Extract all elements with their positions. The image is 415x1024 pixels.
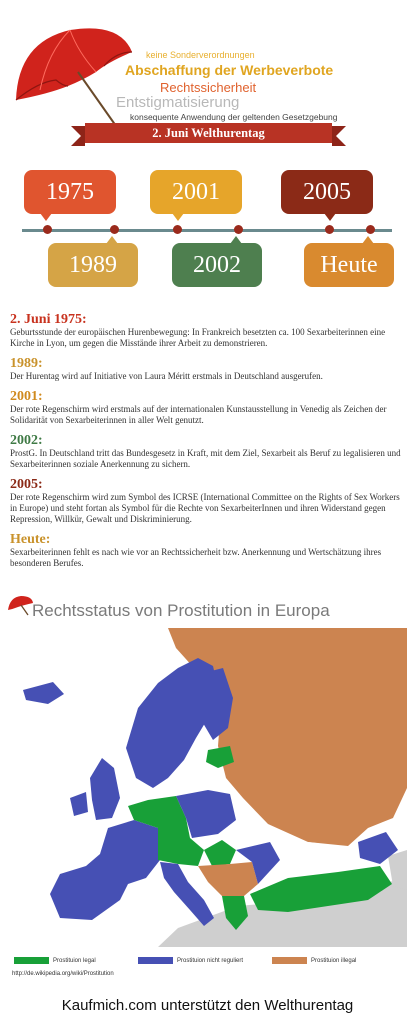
timeline-2001: 2001 <box>150 170 242 214</box>
map-region-unregulated <box>70 792 88 816</box>
event-text: Der Hurentag wird auf Initiative von Laura Méritt erstmals in Deutschland ausgerufen. <box>10 371 323 381</box>
event-year: 2. Juni 1975: <box>10 312 87 327</box>
map-region-unregulated <box>23 682 64 704</box>
legend-legal <box>14 957 96 964</box>
timeline-dot <box>325 225 334 234</box>
map-region-unregulated <box>90 758 120 820</box>
timeline-pointer <box>40 213 52 221</box>
legend-swatch-illegal <box>272 957 307 964</box>
map-region-unregulated <box>50 820 160 920</box>
timeline-dot <box>234 225 243 234</box>
legend-swatch-legal <box>14 957 49 964</box>
map-sea <box>278 842 344 868</box>
event-item <box>10 356 408 382</box>
umbrella-icon <box>8 22 138 132</box>
timeline-pointer <box>172 213 184 221</box>
legend-label-legal: Prostituion legal <box>53 958 96 965</box>
event-list <box>10 312 408 576</box>
event-year: 2002: <box>10 433 43 448</box>
legend-label-illegal: Prostituion illegal <box>311 958 357 965</box>
timeline-dot <box>43 225 52 234</box>
event-year: 2001: <box>10 389 43 404</box>
europe-map <box>8 628 407 947</box>
timeline-2002: 2002 <box>172 243 262 287</box>
slogan-rechtssicherheit: Rechtssicherheit <box>160 80 257 95</box>
slogan-entstigmatisierung: Entstigmatisierung <box>116 94 240 111</box>
event-item <box>10 312 408 349</box>
timeline-1975: 1975 <box>24 170 116 214</box>
event-text: Der rote Regenschirm wird erstmals auf der internationalen Kunstausstellung in Venedig als Zeichen der Solidarität von Sexarbeiterinnen in aller Welt genutzt. <box>10 404 387 425</box>
source-link[interactable]: http://de.wikipedia.org/wiki/Prostitution <box>12 971 114 977</box>
event-year: 1989: <box>10 356 43 371</box>
legend-illegal <box>272 957 356 964</box>
timeline-pointer <box>324 213 336 221</box>
slogan-gesetzgebung: konsequente Anwendung der geltenden Gesetzgebung <box>130 112 338 122</box>
timeline-axis <box>22 229 392 232</box>
small-umbrella-icon <box>6 594 34 616</box>
legend-swatch-unregulated <box>138 957 173 964</box>
event-item <box>10 532 408 569</box>
event-item <box>10 477 408 525</box>
timeline-2005: 2005 <box>281 170 373 214</box>
event-text: Geburtsstunde der europäischen Hurenbewegung: In Frankreich besetzten ca. 100 Sexarbeiterinnen eine Kirche in Lyon, um gegen die Misstände ihrer Arbeit zu demonstrieren. <box>10 327 386 348</box>
event-year: 2005: <box>10 477 43 492</box>
event-item <box>10 433 408 470</box>
event-year: Heute: <box>10 532 51 547</box>
slogan-sonderverordnungen: keine Sonderverordnungen <box>146 50 255 60</box>
footer-text: Kaufmich.com unterstützt den Welthurentag <box>61 997 354 1014</box>
timeline-heute: Heute <box>304 243 394 287</box>
map-region-illegal <box>198 862 258 896</box>
slogan-werbeverbote: Abschaffung der Werbeverbote <box>125 62 334 78</box>
event-text: Sexarbeiterinnen fehlt es nach wie vor an Rechtssicherheit bzw. Anerkennung und Wertschätzung ihres besonderen Berufes. <box>10 547 382 568</box>
timeline-dot <box>110 225 119 234</box>
map-region-legal <box>204 840 236 866</box>
event-text: Der rote Regenschirm wird zum Symbol des ICRSE (International Committee on the Rights of Sex Workers in Europe) und steht fortan als Symbol für die Rechte von SexarbeiterInnen und ihren Widerstand gegen Repression, Willkür, Gewalt und Diskriminierung. <box>10 492 400 524</box>
map-title: Rechtsstatus von Prostitution in Europa <box>32 601 330 620</box>
timeline-dot <box>366 225 375 234</box>
event-text: ProstG. In Deutschland tritt das Bundesgesetz in Kraft, mit dem Ziel, Sexarbeit als Beruf zu legalisieren und Sexarbeiterinnen soziale Anerkennung zu sichern. <box>10 448 401 469</box>
timeline-1989: 1989 <box>48 243 138 287</box>
event-item <box>10 389 408 426</box>
legend-unregulated <box>138 957 243 964</box>
banner-welthurentag: 2. Juni Welthurentag <box>85 123 332 143</box>
legend-label-unregulated: Prostituion nicht reguliert <box>177 958 244 965</box>
timeline-dot <box>173 225 182 234</box>
